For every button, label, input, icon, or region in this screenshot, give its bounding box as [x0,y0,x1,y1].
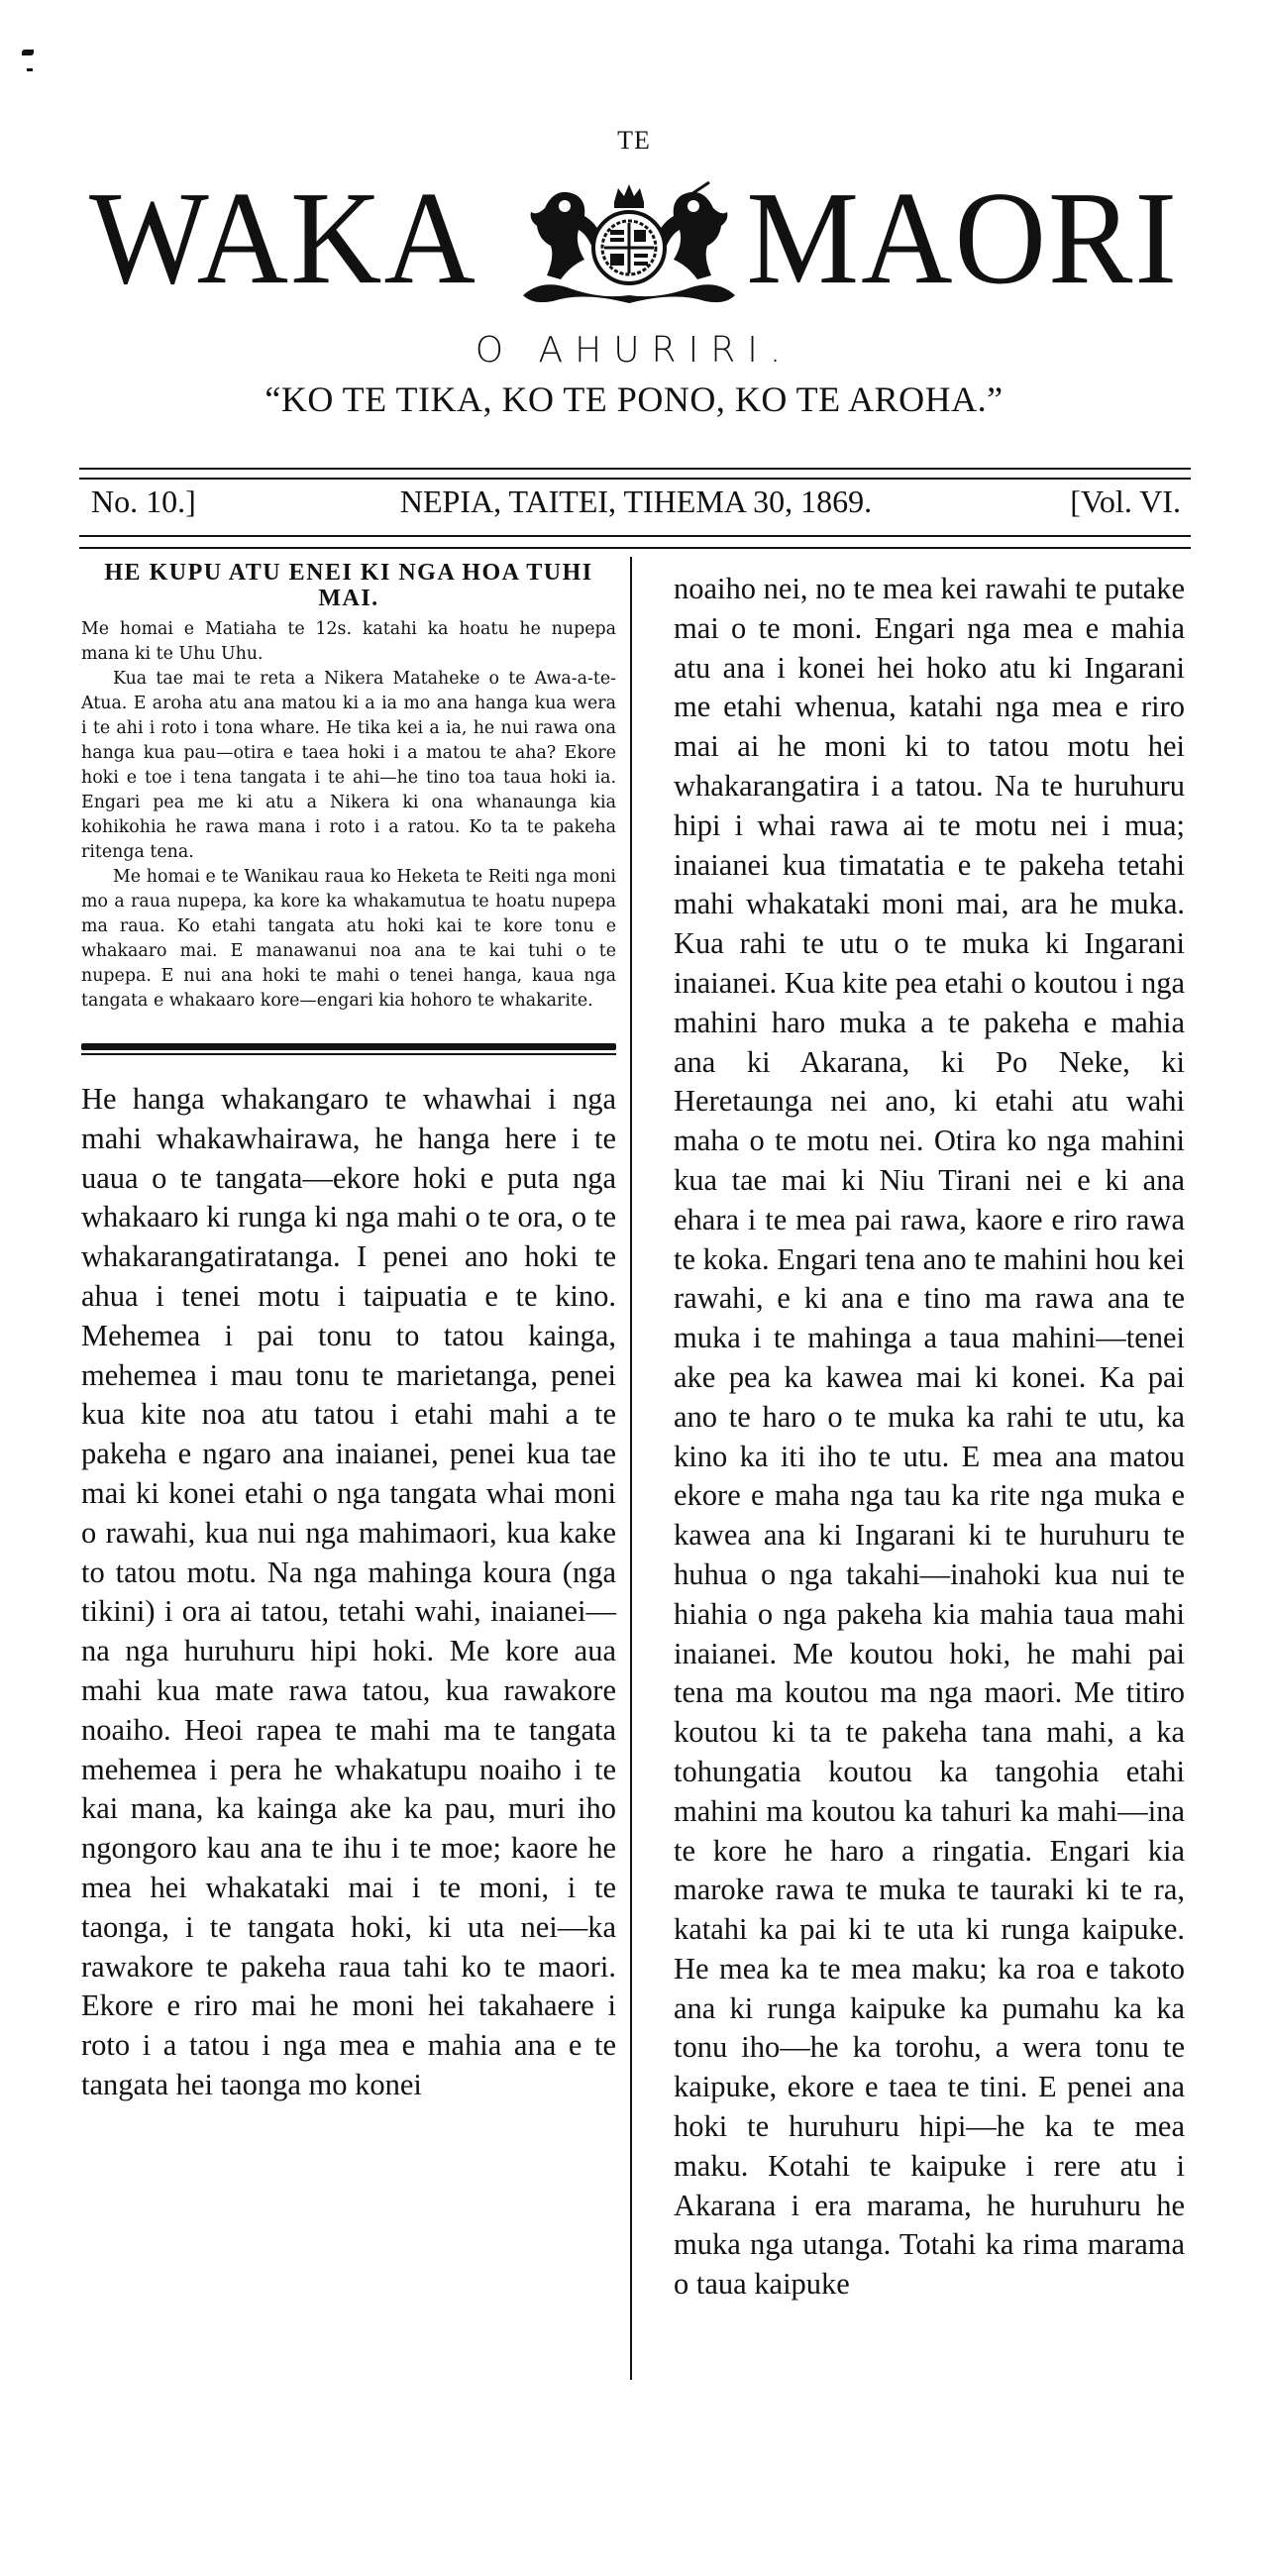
notice-paragraph: Me homai e te Wanikau raua ko Heketa te Reiti nga moni mo a raua nupepa, ka kore ka whakamutua te hoatu nupepa ma raua. Ko etahi tangata atu hoki kai te kore tonu e whakaaro mai. E manawanui noa ana te kai tuhi o te nupepa. E nui ana hoki te mahi o tenei hanga, kaua nga tangata e whakaaro kore—engari kia hohoro te whakarite. [81,867,616,1011]
article-text-left: He hanga whakangaro te whawhai i nga mahi whakawhairawa, he hanga here i te uaua o te tangata—ekore hoki e puta nga whakaaro ki runga ki nga mahi o te ora, o te whakarangatiratanga. I penei ano hoki te ahua i tenei motu i taipuatia e te kino. Mehemea i pai tonu to tatou kainga, mehemea i mau tonu te marietanga, penei kua kite noa atu tatou i etahi mahi a te pakeha e ngaro ana inaianei, penei kua tae mai ki konei etahi o nga tangata whai moni o rawahi, kua nui nga mahimaori, kua kake to tatou motu. Na nga mahinga koura (nga tikini) i ora ai tatou, tetahi wahi, inaianei—na nga huruhuru hipi hoki. Me kore aua mahi kua mate rawa tatou, kua rawakore noaiho. Heoi rapea te mahi ma te tangata mehemea i pera he whakatupu noaiho i te kai mana, ka kainga ake ka pau, muri iho ngongoro kau ana te ihu i te moe; kaore he mea hei whakataki mai i te moni, i te taonga, i te tangata hoki, ki uta nei—ka rawakore te pakeha raua tahi ko te maori. Ekore e riro mai he moni hei takahaere i roto i a tatou i nga mea e mahia ana e te tangata hei taonga mo konei [81,1082,616,2101]
masthead [89,163,1179,312]
notice-paragraph: Me homai e Matiaha te 12s. katahi ka hoatu he nupepa mana ki te Uhu Uhu. [81,619,616,664]
header-rule [79,468,1191,470]
header-rule [79,535,1191,537]
masthead-subtitle: O AHURIRI. [475,330,793,371]
notice-paragraph: Kua tae mai te reta a Nikera Mataheke o te Awa-a-te-Atua. E aroha atu ana matou ki a ia mo ana hanga kua wera i te ahi i roto i tona whare. He tika kei a ia, he nui rawa ona hanga kua pau—otira e taea hoki i a matou te aha? Ekore hoki e toe i tena tangata i te ahi—he tino toa taua hoki ia. Engari pea me ki atu a Nikera ki ona whanaunga kia kohikohia he rawa mana i roto i a ratou. Ko ta te pakeha ritenga tena. [81,669,616,862]
royal-coat-of-arms-icon [515,178,743,307]
masthead-motto: “KO TE TIKA, KO TE PONO, KO TE AROHA.” [264,379,1004,419]
column-divider [630,557,632,2380]
masthead-title-left: WAKA [89,163,477,312]
dateline [91,483,1181,527]
masthead-te: TE [617,126,651,155]
header-rule [79,547,1191,549]
print-mark [27,68,33,71]
masthead-title-right: MAORI [746,163,1179,312]
header-rule [79,478,1191,480]
section-separator [81,1053,616,1055]
print-mark [22,50,34,55]
issue-number: No. 10.] [91,483,196,519]
place-and-date: NEPIA, TAITEI, TIHEMA 30, 1869. [399,483,873,519]
right-column [674,570,1185,2305]
volume-number: [Vol. VI. [1070,483,1181,519]
article-text-right: noaiho nei, no te mea kei rawahi te putake mai o te moni. Engari nga mea e mahia atu ana i konei hei hoko atu ki Ingarani me etahi whenua, katahi nga mea e riro mai ai he moni ki to tatou motu hei whakarangatira i a tatou. Na te huruhuru hipi i whai rawa ai te motu nei i mua; inaianei kua timatatia e te pakeha tetahi mahi whakataki moni mai, ara he muka. Kua rahi te utu o te muka ki Ingarani inaianei. Kua kite pea etahi o koutou i nga mahini haro muka a te pakeha e mahia ana ki Akarana, ki Po Neke, ki Heretaunga nei ano, ki etahi atu wahi maha o te motu nei. Otira ko nga mahini kua tae mai ki Niu Tirani nei e ki ana ehara i te mea pai rawa, kaore e riro rawa te koka. Engari tena ano te mahini hou kei rawahi, e ki ana e tino ma rawa ana te muka i te mahinga a taua mahini—tenei ake pea ka kawea mai ki konei. Ka pai ano te haro o te muka ka rahi te utu, ka kino ka iti iho te utu. E mea ana matou ekore e maha nga tau ka rite nga muka e kawea ana ki Ingarani ki te huruhuru te huhua o nga takahi—inahoki kua nui te hiahia o nga pakeha kia mahia taua mahi inaianei. Me koutou hoki, he mahi pai tena ma koutou ma nga maori. Me titiro koutou ki ta te pakeha tana mahi, a ka tohungatia koutou ka tangohia etahi mahini ma koutou ka tahuri ka mahi—ina te kore he haro a ringatia. Engari kia maroke rawa te muka te tauraki ki te ra, katahi ka pai ki te uta ki runga kaipuke. He mea ka te mea maku; ka roa e takoto ana ki runga kaipuke ka pumahu ka ka tonu iho—he ka torohu, a wera tonu te kaipuke, ekore e taea te tini. E penei ana hoki te huruhuru hipi—he ka te mea maku. Kotahi te kaipuke i rere atu i Akarana i era marama, he huruhuru he muka nga utanga. Totahi ka rima marama o taua kaipuke [674,572,1185,2302]
section-separator [81,1043,616,1050]
left-column [81,560,616,2105]
notice-heading: HE KUPU ATU ENEI KI NGA HOA TUHI MAI. [104,560,593,611]
